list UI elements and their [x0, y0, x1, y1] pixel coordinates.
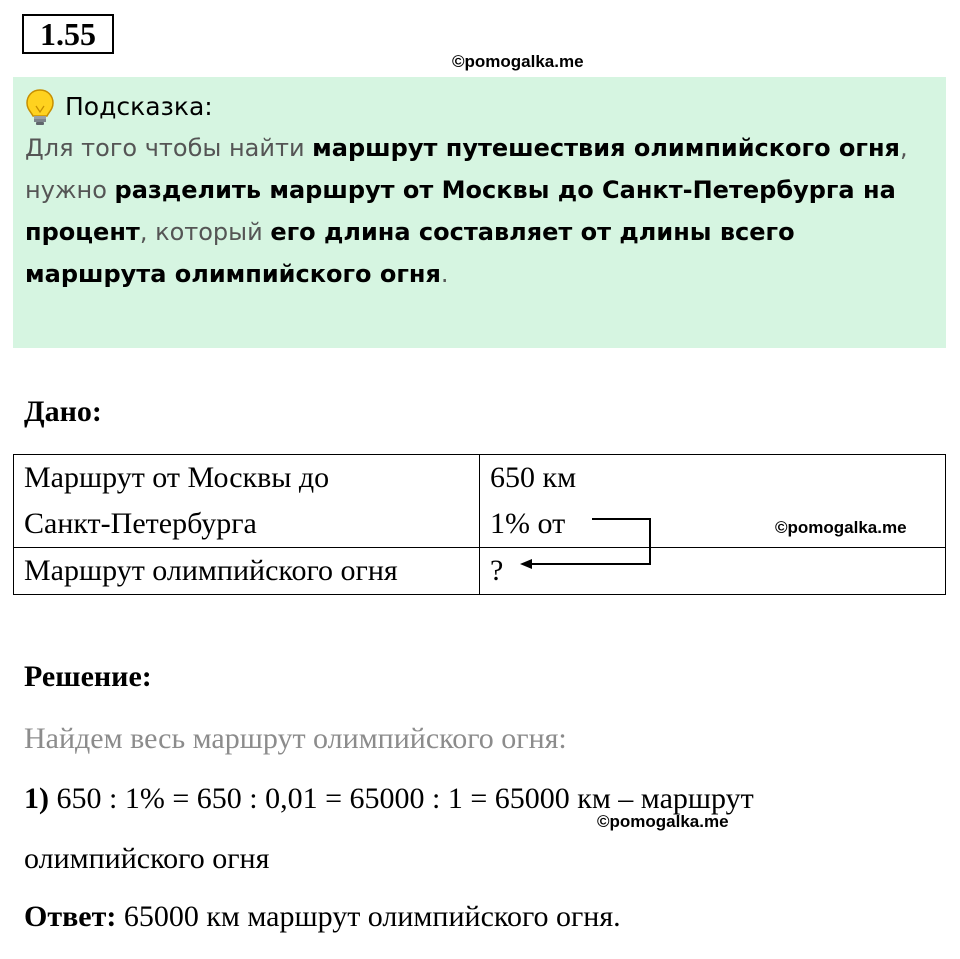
solution-step-cont: олимпийского огня — [24, 842, 270, 875]
solution-step — [24, 782, 754, 816]
answer — [24, 900, 621, 934]
step-text: 650 : 1% = 650 : 0,01 = 65000 : 1 = 65000 км – маршрут — [49, 782, 754, 815]
watermark: ©pomogalka.me — [775, 518, 907, 537]
given-value-cell: ? — [480, 548, 946, 595]
hint-title: Подсказка: — [65, 92, 213, 121]
hint-segment-bold: разделить маршрут от Москвы до Санкт-Петербурга на процент — [25, 176, 896, 246]
given-value-line: 650 км — [490, 461, 577, 494]
given-label-cell — [14, 455, 480, 548]
hint-segment: , который — [139, 218, 271, 246]
problem-number: 1.55 — [22, 14, 114, 54]
answer-label: Ответ: — [24, 900, 117, 933]
hint-segment: Для того чтобы найти — [25, 134, 313, 162]
hint-box — [13, 77, 946, 348]
given-label-line: Маршрут от Москвы до — [24, 461, 330, 494]
given-title: Дано: — [24, 395, 102, 428]
table-row — [14, 548, 946, 595]
given-label-cell: Маршрут олимпийского огня — [14, 548, 480, 595]
hint-segment: , нужно — [25, 134, 908, 204]
hint-text — [25, 127, 934, 295]
solution-intro: Найдем весь маршрут олимпийского огня: — [24, 722, 567, 755]
percent-arrow-icon — [500, 505, 660, 575]
hint-title-row — [25, 87, 934, 127]
watermark: ©pomogalka.me — [452, 52, 584, 71]
given-label-line: Санкт-Петербурга — [24, 507, 257, 540]
hint-segment: . — [440, 260, 449, 288]
lightbulb-icon — [25, 88, 55, 126]
step-number: 1) — [24, 782, 49, 815]
watermark: ©pomogalka.me — [597, 812, 729, 831]
solution-title: Решение: — [24, 660, 152, 693]
answer-text: 65000 км маршрут олимпийского огня. — [116, 900, 621, 933]
hint-segment-bold: маршрут путешествия олимпийского огня — [312, 134, 900, 162]
given-value-line: 1% от — [490, 507, 566, 540]
hint-segment-bold: его длина составляет от длины всего маршрута олимпийского огня — [25, 218, 795, 288]
